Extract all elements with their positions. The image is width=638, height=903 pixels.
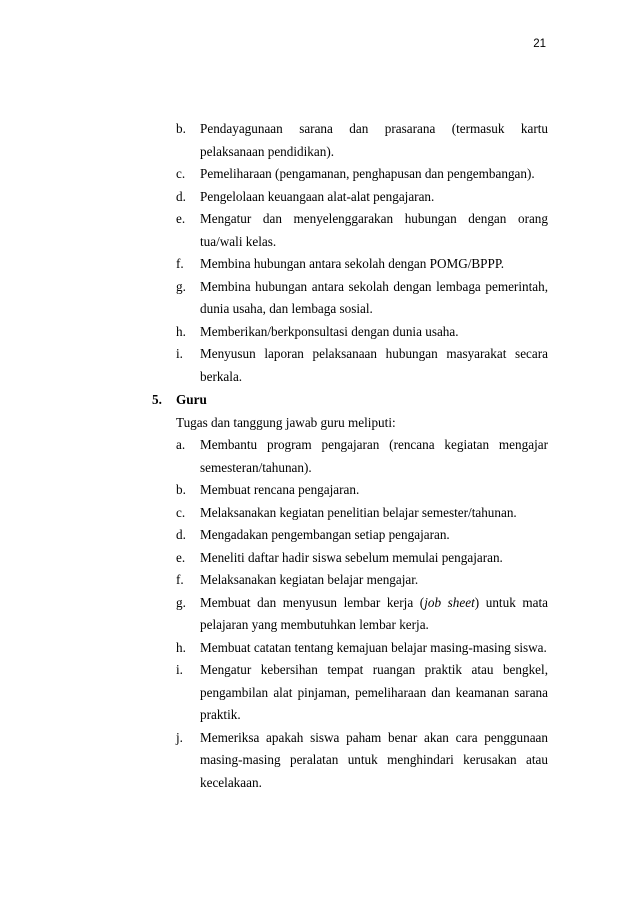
list-item-text: Menyusun laporan pelaksanaan hubungan masyarakat secara berkala. [200,346,548,384]
list-item [176,659,548,727]
section-heading [152,389,548,412]
list-marker: a. [176,437,186,452]
list-item-text: Melaksanakan kegiatan belajar mengajar. [200,572,419,587]
list-marker: f. [176,572,184,587]
list-marker: c. [176,504,186,520]
list-item-text: Membuat rencana pengajaran. [200,482,360,497]
list-item [176,208,548,253]
list-item-text: Memberikan/berkponsultasi dengan dunia usaha. [200,323,459,339]
section-title: Guru [176,392,207,407]
list-item [176,502,548,525]
list-item-text: Mengadakan pengembangan setiap pengajaran. [200,527,450,542]
list-item [176,276,548,321]
section-intro: Tugas dan tanggung jawab guru meliputi: [176,414,396,430]
list-marker: i. [176,346,183,361]
list-item [176,592,548,637]
page-number: 21 [533,38,546,50]
list-item-text: Membina hubungan antara sekolah dengan lembaga pemerintah, dunia usaha, dan lembaga sosial. [200,278,548,316]
list-marker: e. [176,549,186,565]
list-item-italic-term: job sheet [424,594,475,610]
list-item [176,321,548,344]
list-marker: h. [176,323,186,339]
list-item-text-before: Membuat dan menyusun lembar kerja ( [200,594,425,610]
list-item-text: Membuat catatan tentang kemajuan belajar masing-masing siswa. [200,639,547,655]
list-item [176,186,548,209]
duties-list-continued [176,118,548,388]
list-item [176,118,548,163]
teacher-duties-list [176,434,548,794]
list-marker: e. [176,211,186,226]
list-item [176,253,548,276]
list-item-text: Pengelolaan keuangaan alat-alat pengajaran. [200,188,435,204]
list-item-text: Melaksanakan kegiatan penelitian belajar semester/tahunan. [200,504,517,520]
list-item [176,479,548,502]
list-marker: i. [176,662,183,677]
list-marker: j. [176,729,183,745]
document-body [152,118,549,794]
list-item [176,727,548,795]
list-marker: b. [176,482,186,497]
list-item-text: Membina hubungan antara sekolah dengan POMG/BPPP. [200,256,505,271]
list-item-text: Meneliti daftar hadir siswa sebelum memulai pengajaran. [200,549,503,565]
list-item [176,343,548,388]
list-item-text: Pendayagunaan sarana dan prasarana (termasuk kartu pelaksanaan pendidikan). [200,121,548,159]
list-marker: b. [176,121,186,136]
list-item [176,569,548,592]
list-marker: c. [176,166,186,181]
list-marker: f. [176,256,184,271]
list-item-text: Mengatur kebersihan tempat ruangan praktik atau bengkel, pengambilan alat pinjaman, pemeliharaan dan keamanan sarana praktik. [200,662,548,722]
list-item-text: Memeriksa apakah siswa paham benar akan cara penggunaan masing-masing peralatan untuk menghindari kerusakan atau kecelakaan. [200,729,548,790]
list-item [176,163,548,186]
list-item [176,547,548,570]
list-marker: g. [176,594,186,610]
list-marker: d. [176,527,186,542]
list-item-text: Membantu program pengajaran (rencana kegiatan mengajar semesteran/tahunan). [200,437,548,475]
section-number: 5. [152,392,162,407]
list-marker: d. [176,188,186,204]
list-item [176,637,548,660]
list-marker: h. [176,639,186,655]
list-item [176,524,548,547]
list-item [176,434,548,479]
list-marker: g. [176,278,186,294]
list-item-text: Mengatur dan menyelenggarakan hubungan dengan orang tua/wali kelas. [200,211,548,249]
list-item-text: Pemeliharaan (pengamanan, penghapusan dan pengembangan). [200,166,535,181]
list-item-text-after: ) untuk mata pelajaran yang membutuhkan lembar kerja. [200,594,549,632]
